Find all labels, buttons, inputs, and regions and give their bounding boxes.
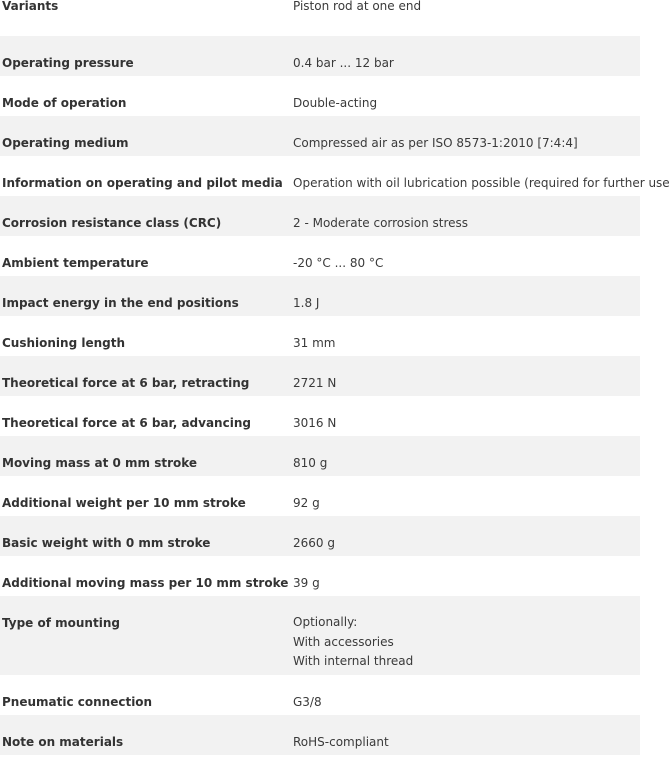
spec-row-operating-pilot-media: [0, 156, 670, 196]
spec-label: Operating medium: [2, 136, 129, 150]
spec-row-type-of-mounting: [0, 596, 640, 675]
spec-label: Additional moving mass per 10 mm stroke: [2, 576, 289, 590]
spec-value-list: [293, 596, 640, 675]
spec-value: 31 mm: [293, 336, 336, 350]
spec-label: Pneumatic connection: [2, 695, 153, 709]
spec-label: Variants: [2, 0, 59, 13]
spec-value-line: With accessories: [293, 634, 394, 649]
spec-row-operating-pressure: [0, 36, 640, 76]
spec-label: Corrosion resistance class (CRC): [2, 216, 222, 230]
spec-label: Mode of operation: [2, 96, 127, 110]
spec-value: Double-acting: [293, 96, 378, 110]
spec-label: Operating pressure: [2, 56, 134, 70]
spec-value: 0.4 bar ... 12 bar: [293, 56, 394, 70]
spec-label: Information on operating and pilot media: [2, 176, 283, 190]
spec-row-operating-medium: [0, 116, 640, 156]
spec-row-additional-moving-mass: [0, 556, 640, 596]
spec-label: Ambient temperature: [2, 256, 149, 270]
spec-label: Cushioning length: [2, 336, 126, 350]
spec-row-cushioning-length: [0, 316, 640, 356]
spec-value: 2660 g: [293, 536, 335, 550]
spec-label: Theoretical force at 6 bar, retracting: [2, 376, 250, 390]
spec-label: Impact energy in the end positions: [2, 296, 239, 310]
spec-value: Compressed air as per ISO 8573-1:2010 [7:4:4]: [293, 136, 578, 150]
spec-value: 810 g: [293, 456, 328, 470]
spec-value: 92 g: [293, 496, 320, 510]
spec-label: Note on materials: [2, 735, 124, 749]
spec-value-line: With internal thread: [293, 654, 414, 668]
spec-row-impact-energy: [0, 276, 640, 316]
spec-value: G3/8: [293, 695, 322, 709]
spec-value: 3016 N: [293, 416, 337, 430]
spec-label: Type of mounting: [2, 616, 120, 630]
spec-row-moving-mass: [0, 436, 640, 476]
spec-row-force-advancing: [0, 396, 640, 436]
spec-value: Operation with oil lubrication possible (required for further use: [293, 176, 670, 190]
spec-row-mode-of-operation: [0, 76, 640, 116]
spec-label: Basic weight with 0 mm stroke: [2, 536, 211, 550]
spec-value: 2 - Moderate corrosion stress: [293, 216, 469, 230]
spec-value: 2721 N: [293, 376, 337, 390]
spec-value-line: Optionally:: [293, 615, 358, 629]
spec-row-basic-weight: [0, 516, 640, 556]
spec-row-corrosion-resistance: [0, 196, 640, 236]
spec-value: Piston rod at one end: [293, 0, 422, 13]
spec-row-note-on-materials: [0, 715, 640, 755]
spec-label: Moving mass at 0 mm stroke: [2, 456, 198, 470]
spec-row-ambient-temperature: [0, 236, 640, 276]
spec-value: 39 g: [293, 576, 320, 590]
spec-value: -20 °C ... 80 °C: [293, 256, 384, 270]
spec-row-force-retracting: [0, 356, 640, 396]
spec-label: Additional weight per 10 mm stroke: [2, 496, 246, 510]
spec-value: RoHS-compliant: [293, 735, 389, 749]
spec-value: 1.8 J: [293, 296, 320, 310]
spec-label: Theoretical force at 6 bar, advancing: [2, 416, 251, 430]
spec-row-additional-weight: [0, 476, 640, 516]
spec-row-pneumatic-connection: [0, 675, 640, 715]
spec-row-variants: [0, 0, 640, 36]
